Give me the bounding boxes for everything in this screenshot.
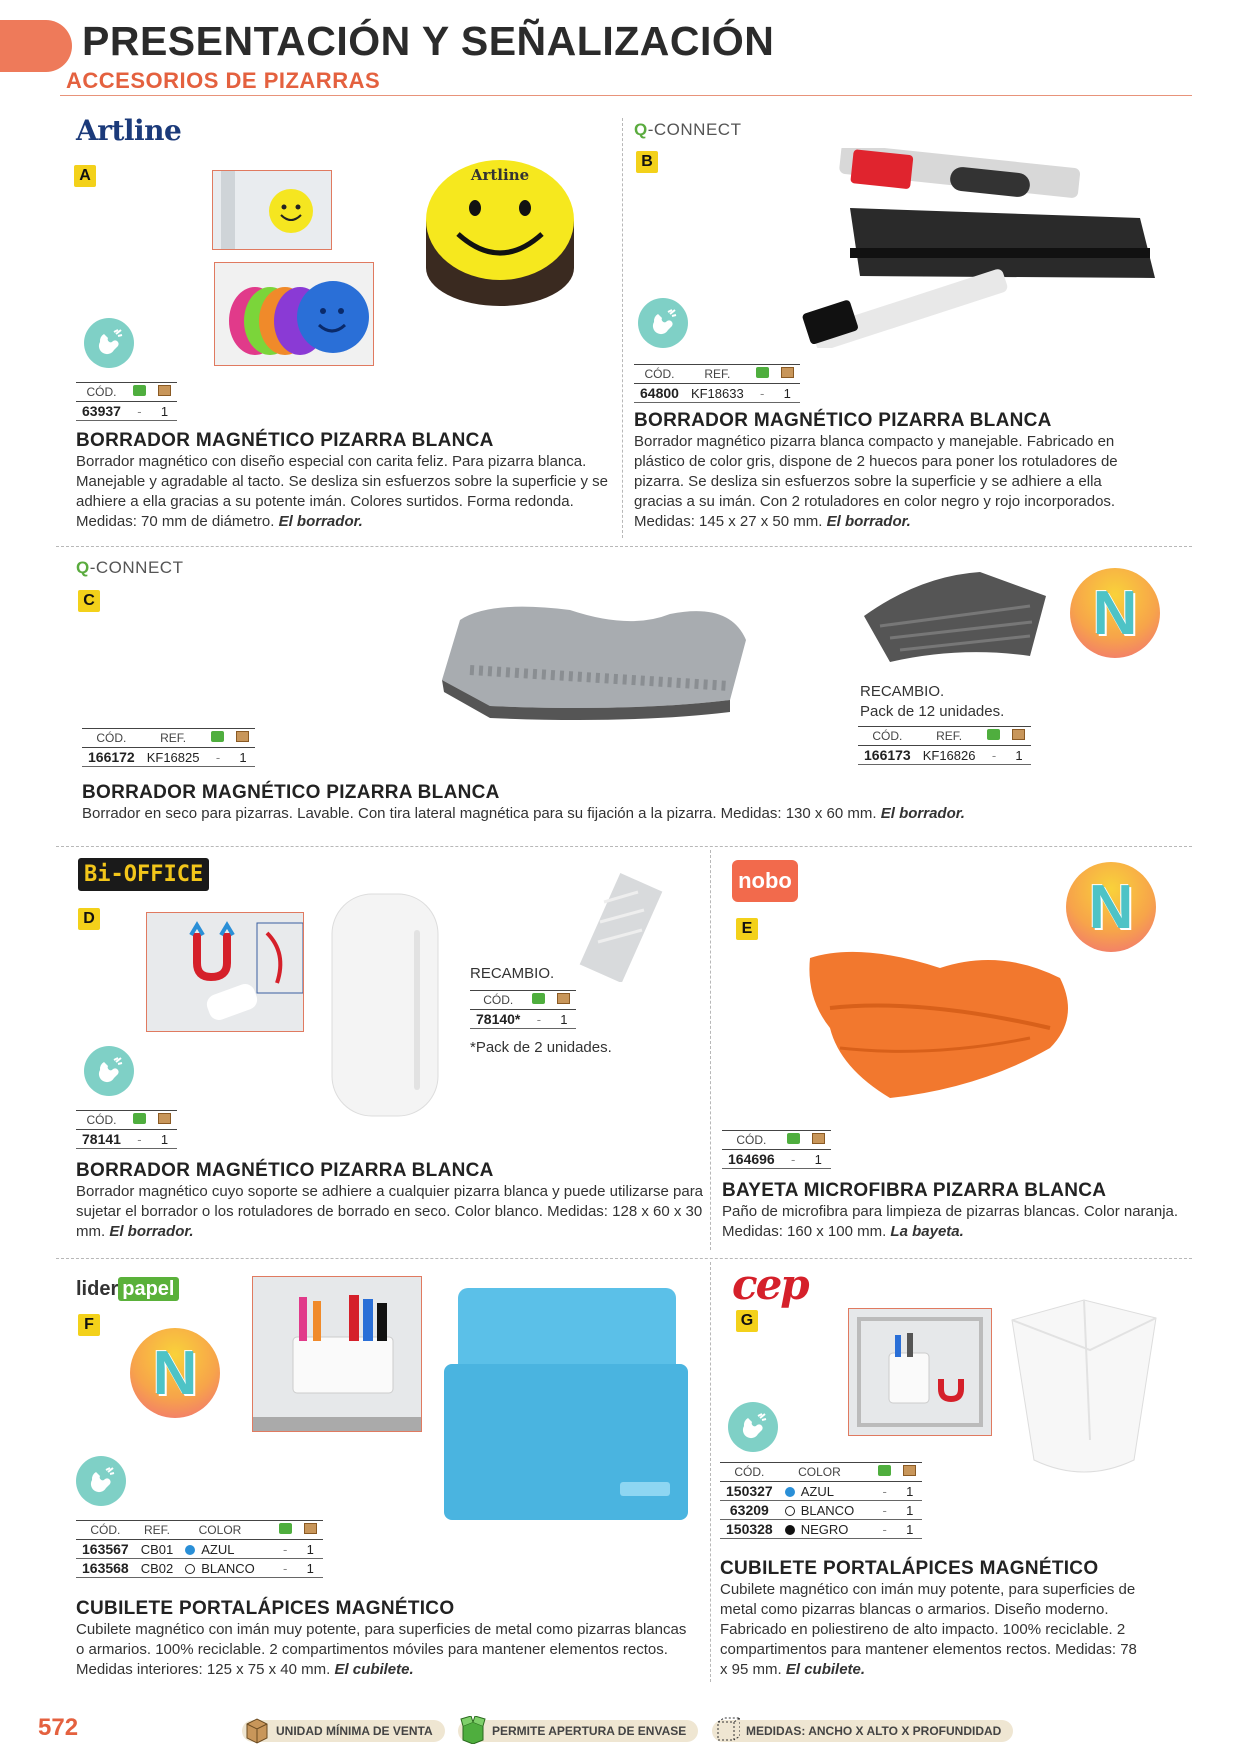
new-badge: N xyxy=(1066,862,1156,952)
product-letter: D xyxy=(78,908,100,930)
product-description: Cubilete magnético con imán muy potente, para superficies de metal como pizarras blancas o armarios. 100% reciclable. 2 compartimentos móviles para mantener elementos rectos. Medidas interiores: 125 x 75 x 40 mm. El cubilete. xyxy=(76,1621,687,1678)
legend-unit: UNIDAD MÍNIMA DE VENTA xyxy=(242,1720,445,1742)
product-title: BORRADOR MAGNÉTICO PIZARRA BLANCA xyxy=(76,430,494,451)
table-row: 150327 AZUL - 1 xyxy=(720,1482,922,1501)
box-icon xyxy=(1012,729,1025,740)
color-swatch-blue xyxy=(185,1545,195,1555)
product-title: BORRADOR MAGNÉTICO PIZARRA BLANCA xyxy=(634,410,1052,431)
product-description: Borrador magnético con diseño especial con carita feliz. Para pizarra blanca. Manejable y agradable al tacto. Se desliza sin esfuerzos sobre la superficie y se adhiere a ella gracias a su potente imán. Colores surtidos. Forma redonda. Medidas: 70 mm de diámetro. El borrador. xyxy=(76,453,608,530)
product-description: Cubilete magnético con imán muy potente, para superficies de metal como pizarras blancas o armarios. Diseño moderno. Fabricado en poliestireno de alto impacto. 100% reciclable. 2 compartimentos para mantener elementos rectos. Medidas: 78 x 95 mm. El cubilete. xyxy=(720,1581,1137,1678)
box-icon xyxy=(158,385,171,396)
product-description: Borrador en seco para pizarras. Lavable. Con tira lateral magnética para su fijación a la pizarra. Medidas: 130 x 60 mm. El borrador. xyxy=(82,805,965,822)
color-swatch-black xyxy=(785,1525,795,1535)
color-swatch-blue xyxy=(785,1487,795,1497)
open-package-icon xyxy=(133,1113,146,1124)
header-divider xyxy=(60,95,1192,96)
product-photo xyxy=(146,912,304,1032)
product-letter: F xyxy=(78,1314,100,1336)
brand-logo-bioffice: Bi-OFFICE xyxy=(78,858,209,891)
open-package-icon xyxy=(787,1133,800,1144)
product-description: Paño de microfibra para limpieza de pizarras blancas. Color naranja. Medidas: 160 x 100 mm. La bayeta. xyxy=(722,1203,1179,1240)
product-photo xyxy=(214,262,374,366)
product-description: Borrador magnético pizarra blanca compacto y manejable. Fabricado en plástico de color gris, dispone de 2 huecos para poner los rotuladores de pizarra. Se desliza sin esfuerzos sobre la superficie y se adhiere a ella gracias a su imán. Con 2 rotuladores en color negro y rojo incorporados. Medidas: 145 x 27 x 50 mm. El borrador. xyxy=(634,433,1118,530)
table-row: 166173 KF16826 - 1 xyxy=(858,746,1031,765)
brand-logo-qconnect: Q-CONNECT xyxy=(76,558,184,577)
page-title: PRESENTACIÓN Y SEÑALIZACIÓN xyxy=(82,18,775,64)
magnet-icon xyxy=(728,1402,778,1452)
product-photo xyxy=(440,1284,692,1524)
open-package-icon xyxy=(756,367,769,378)
product-photo xyxy=(326,890,444,1120)
open-package-icon xyxy=(878,1465,891,1476)
box-icon xyxy=(557,993,570,1004)
product-description: Borrador magnético cuyo soporte se adhiere a cualquier pizarra blanca y puede utilizarse para sujetar el borrador o los rotuladores de borrado en seco. Color blanco. Medidas: 128 x 60 x 30 mm. El borrador. xyxy=(76,1183,704,1240)
open-package-icon xyxy=(279,1523,292,1534)
refill-label: RECAMBIO. xyxy=(860,683,945,700)
magnet-icon xyxy=(84,1046,134,1096)
magnet-icon xyxy=(84,318,134,368)
product-photo xyxy=(860,566,1050,666)
box-icon xyxy=(903,1465,916,1476)
brand-logo-liderpapel: lider papel xyxy=(76,1278,179,1301)
product-code-table xyxy=(76,382,177,421)
product-letter: G xyxy=(736,1310,758,1332)
product-photo xyxy=(848,1308,992,1436)
open-package-icon xyxy=(460,1716,486,1744)
table-row: 163568 CB02 BLANCO - 1 xyxy=(76,1559,323,1578)
product-photo xyxy=(1004,1290,1164,1486)
color-swatch-white xyxy=(185,1564,195,1574)
product-letter: C xyxy=(78,590,100,612)
divider xyxy=(56,1258,1192,1259)
product-photo xyxy=(430,600,760,724)
table-row: 63937 - 1 xyxy=(76,402,177,421)
product-title: BORRADOR MAGNÉTICO PIZARRA BLANCA xyxy=(76,1160,494,1181)
brand-logo-cep: cep xyxy=(732,1260,808,1309)
legend-open: PERMITE APERTURA DE ENVASE xyxy=(458,1720,698,1742)
magnet-icon xyxy=(638,298,688,348)
product-photo xyxy=(578,872,664,982)
table-row: 63209 BLANCO - 1 xyxy=(720,1501,922,1520)
table-row: 163567 CB01 AZUL - 1 xyxy=(76,1540,323,1559)
product-code-table: CÓD. REF. COLOR 163567 CB01 AZUL - 1 163568 CB02 BLANCO - 1 xyxy=(76,1520,323,1578)
refill-code-table: CÓD. 78140* - 1 xyxy=(470,990,576,1029)
box-icon xyxy=(812,1133,825,1144)
divider xyxy=(622,118,623,538)
box-icon xyxy=(244,1716,270,1744)
box-icon xyxy=(158,1113,171,1124)
product-letter: E xyxy=(736,918,758,940)
product-photo xyxy=(212,170,332,250)
page-number: 572 xyxy=(38,1714,79,1741)
product-code-table: CÓD. 164696 - 1 xyxy=(722,1130,831,1169)
measures-icon xyxy=(714,1716,740,1744)
refill-code-table: CÓD. REF. 166173 KF16826 - 1 xyxy=(858,726,1031,765)
table-row: 78140* - 1 xyxy=(470,1010,576,1029)
refill-note: Pack de 12 unidades. xyxy=(860,703,1005,720)
product-title: BORRADOR MAGNÉTICO PIZARRA BLANCA xyxy=(82,782,500,803)
refill-label: RECAMBIO. xyxy=(470,965,555,982)
product-title: BAYETA MICROFIBRA PIZARRA BLANCA xyxy=(722,1180,1107,1201)
product-photo xyxy=(800,938,1080,1108)
product-code-table: CÓD. REF. 166172 KF16825 - 1 xyxy=(82,728,255,767)
product-letter: A xyxy=(74,165,96,187)
section-subtitle: ACCESORIOS DE PIZARRAS xyxy=(66,68,381,93)
open-package-icon xyxy=(987,729,1000,740)
brand-logo-artline: Artline xyxy=(76,114,182,147)
table-row: 64800 KF18633 - 1 xyxy=(634,384,800,403)
product-photo xyxy=(418,150,582,314)
divider xyxy=(56,846,1192,847)
color-swatch-white xyxy=(785,1506,795,1516)
open-package-icon xyxy=(211,731,224,742)
product-title: CUBILETE PORTALÁPICES MAGNÉTICO xyxy=(76,1598,455,1619)
divider xyxy=(710,1262,711,1682)
product-title: CUBILETE PORTALÁPICES MAGNÉTICO xyxy=(720,1558,1099,1579)
legend-measures: MEDIDAS: ANCHO X ALTO X PROFUNDIDAD xyxy=(712,1720,1013,1742)
product-code-table: CÓD. 78141 - 1 xyxy=(76,1110,177,1149)
divider xyxy=(56,546,1192,547)
box-icon xyxy=(236,731,249,742)
table-row: 164696 - 1 xyxy=(722,1150,831,1169)
header-tab xyxy=(0,20,72,72)
product-photo xyxy=(800,148,1160,348)
magnet-icon xyxy=(76,1456,126,1506)
table-row: 166172 KF16825 - 1 xyxy=(82,748,255,767)
box-icon xyxy=(781,367,794,378)
product-code-table: CÓD. COLOR 150327 AZUL - 1 63209 BLANCO - 1 150328 NEGRO - 1 xyxy=(720,1462,922,1539)
col-cod: CÓD. xyxy=(76,383,127,402)
product-code-table: CÓD. REF. 64800 KF18633 - 1 xyxy=(634,364,800,403)
brand-logo-nobo: nobo xyxy=(732,860,798,902)
table-row: 78141 - 1 xyxy=(76,1130,177,1149)
divider xyxy=(710,850,711,1250)
open-package-icon xyxy=(133,385,146,396)
brand-logo-qconnect: Q-CONNECT xyxy=(634,120,742,139)
refill-note: *Pack de 2 unidades. xyxy=(470,1039,612,1056)
new-badge: N xyxy=(1070,568,1160,658)
product-letter: B xyxy=(636,151,658,173)
new-badge: N xyxy=(130,1328,220,1418)
box-icon xyxy=(304,1523,317,1534)
product-photo xyxy=(252,1276,422,1432)
open-package-icon xyxy=(532,993,545,1004)
svg-text:Artline: Artline xyxy=(470,166,530,184)
table-row: 150328 NEGRO - 1 xyxy=(720,1520,922,1539)
